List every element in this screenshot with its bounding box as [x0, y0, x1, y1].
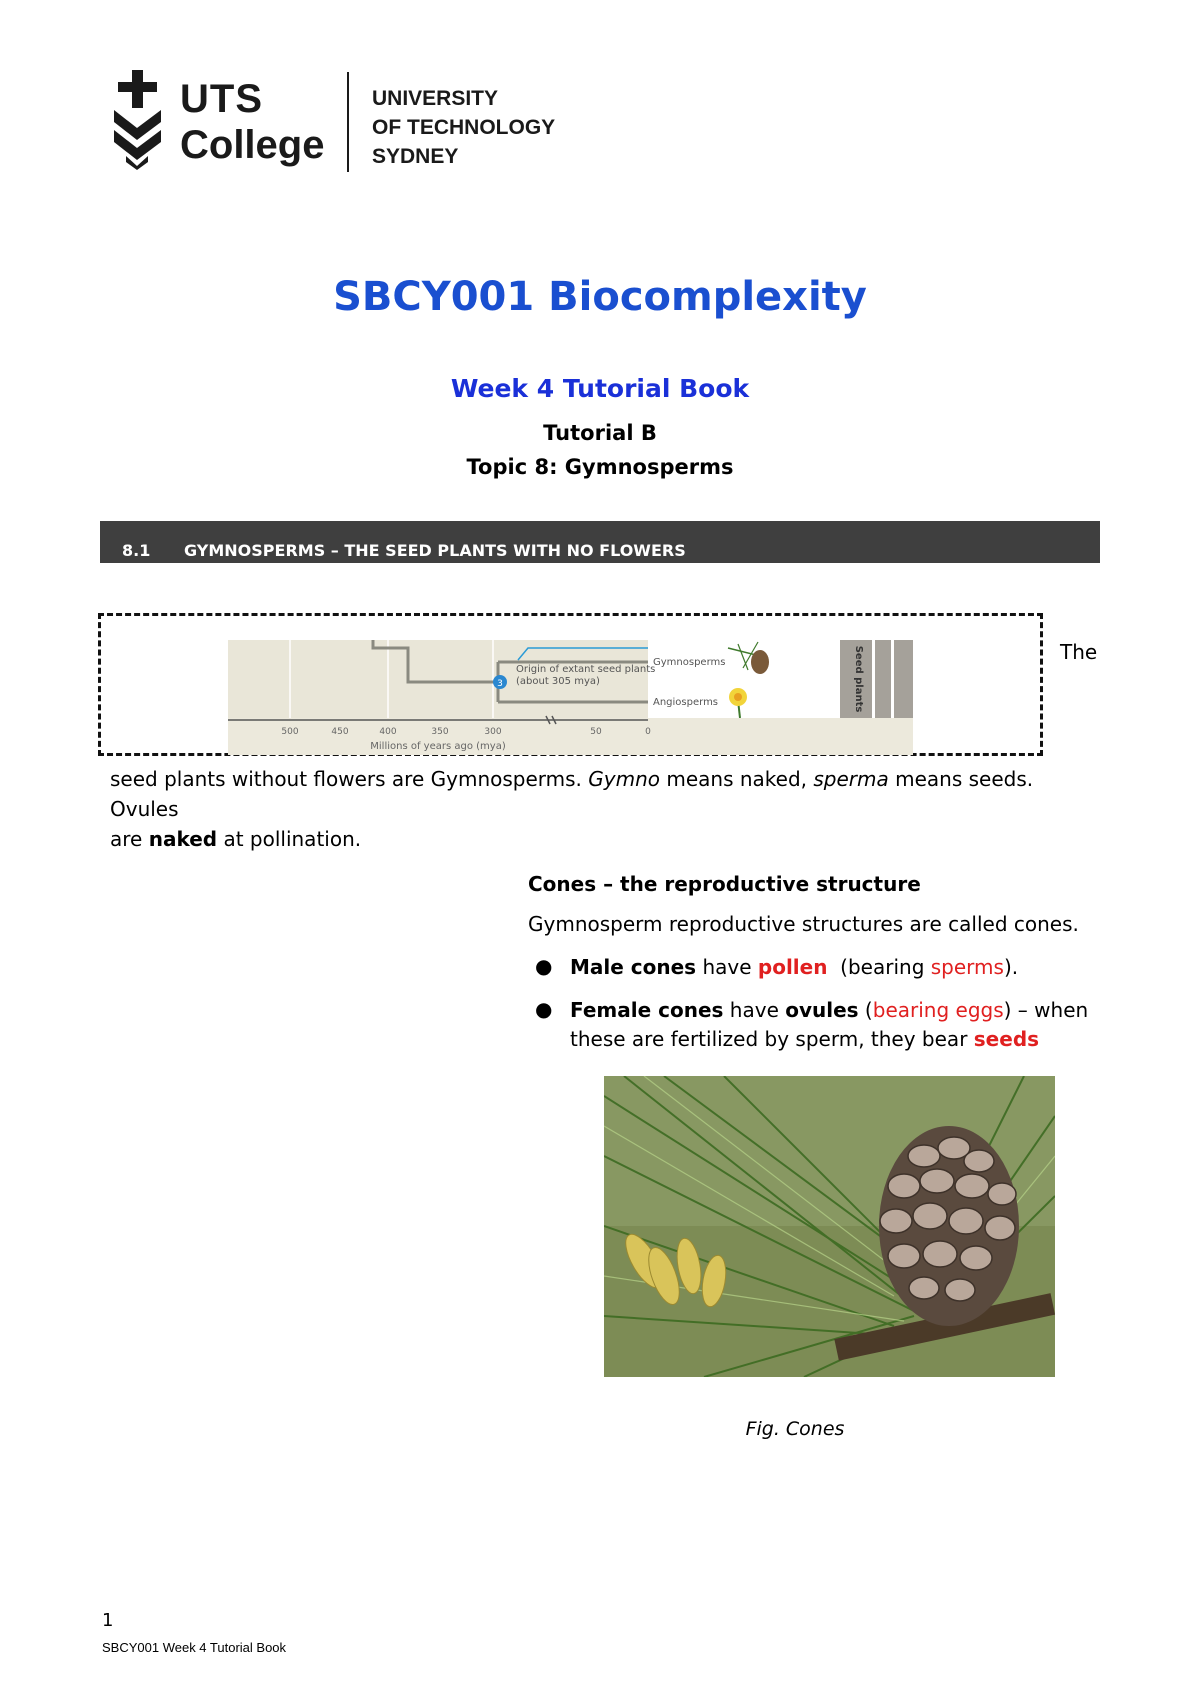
naked-term: naked	[148, 827, 218, 851]
bullet-male-cones	[570, 953, 1090, 982]
figure-caption: Fig. Cones	[745, 1418, 845, 1440]
cones-intro: Gymnosperm reproductive structures are called cones.	[528, 912, 1079, 936]
bullet-text: these are fertilized by sperm, they bear	[570, 1027, 974, 1051]
document-subtitle: Week 4 Tutorial Book	[450, 374, 750, 403]
logo-college-text: College	[180, 123, 325, 167]
intro-text: means naked,	[660, 767, 814, 791]
uts-logo-mark-icon	[110, 70, 165, 170]
logo-uni-line1: UNIVERSITY	[372, 87, 499, 110]
origin-label-line1: Origin of extant seed plants	[516, 664, 656, 675]
logo-uts-text: UTS	[180, 77, 263, 121]
document-title: SBCY001 Biocomplexity	[333, 274, 867, 320]
logo-uni-line3: SYDNEY	[372, 145, 459, 168]
phylogeny-figure	[228, 640, 913, 755]
footer-doc-name: SBCY001 Week 4 Tutorial Book	[102, 1640, 287, 1655]
intro-the-word: The	[1060, 640, 1098, 664]
section-number: 8.1	[122, 541, 151, 560]
intro-text: are	[110, 827, 149, 851]
tick-label: 300	[484, 727, 502, 737]
tick-label: 400	[379, 727, 397, 737]
tick-label: 450	[331, 727, 349, 737]
seed-plants-label: Seed plants	[853, 645, 864, 713]
bullet-text: have	[723, 998, 786, 1022]
logo-divider	[347, 72, 349, 172]
pine-cone-photo	[604, 1076, 1055, 1377]
seeds-term: seeds	[973, 1027, 1040, 1051]
bullet-text: ) – when	[1003, 998, 1089, 1022]
intro-text: means seeds. Ovules	[110, 767, 1034, 821]
gymnosperms-label: Gymnosperms	[653, 657, 726, 668]
axis-label: Millions of years ago (mya)	[370, 741, 506, 752]
topic-label: Topic 8: Gymnosperms	[466, 455, 734, 479]
logo-university-text	[372, 84, 555, 171]
tick-label: 500	[281, 727, 299, 737]
page-number: 1	[102, 1610, 114, 1631]
bullet-female-cones	[570, 996, 1090, 1054]
tick-label: 50	[590, 727, 602, 737]
tick-label: 350	[431, 727, 449, 737]
bullet-text: (	[858, 998, 873, 1022]
angiosperms-label: Angiosperms	[653, 697, 719, 708]
bullet-icon: ●	[535, 954, 553, 978]
bullet-text: (bearing	[827, 955, 931, 979]
tutorial-label: Tutorial B	[543, 421, 657, 445]
tick-label: 0	[645, 727, 651, 737]
origin-label-line2: (about 305 mya)	[516, 676, 600, 687]
bullet-icon: ●	[535, 997, 553, 1021]
cones-heading: Cones – the reproductive structure	[528, 872, 921, 896]
origin-marker-number: 3	[497, 679, 503, 689]
bullet-text: ).	[1003, 955, 1019, 979]
sperma-term: sperma	[813, 767, 889, 791]
gymno-term: Gymno	[588, 767, 660, 791]
intro-text: seed plants without flowers are Gymnosperms.	[110, 767, 589, 791]
bearing-eggs-term: bearing eggs	[872, 998, 1004, 1022]
male-cones-term: Male cones	[570, 955, 697, 979]
pollen-term: pollen	[757, 955, 828, 979]
pine-cone-icon	[879, 1126, 1019, 1326]
bullet-text: have	[696, 955, 758, 979]
female-cones-term: Female cones	[570, 998, 724, 1022]
section-title: GYMNOSPERMS – THE SEED PLANTS WITH NO FLOWERS	[184, 541, 686, 560]
logo-uni-line2: OF TECHNOLOGY	[372, 116, 556, 139]
intro-text: at pollination.	[217, 827, 362, 851]
intro-paragraph	[110, 764, 1100, 854]
ovules-term: ovules	[785, 998, 859, 1022]
sperms-term: sperms	[930, 955, 1004, 979]
